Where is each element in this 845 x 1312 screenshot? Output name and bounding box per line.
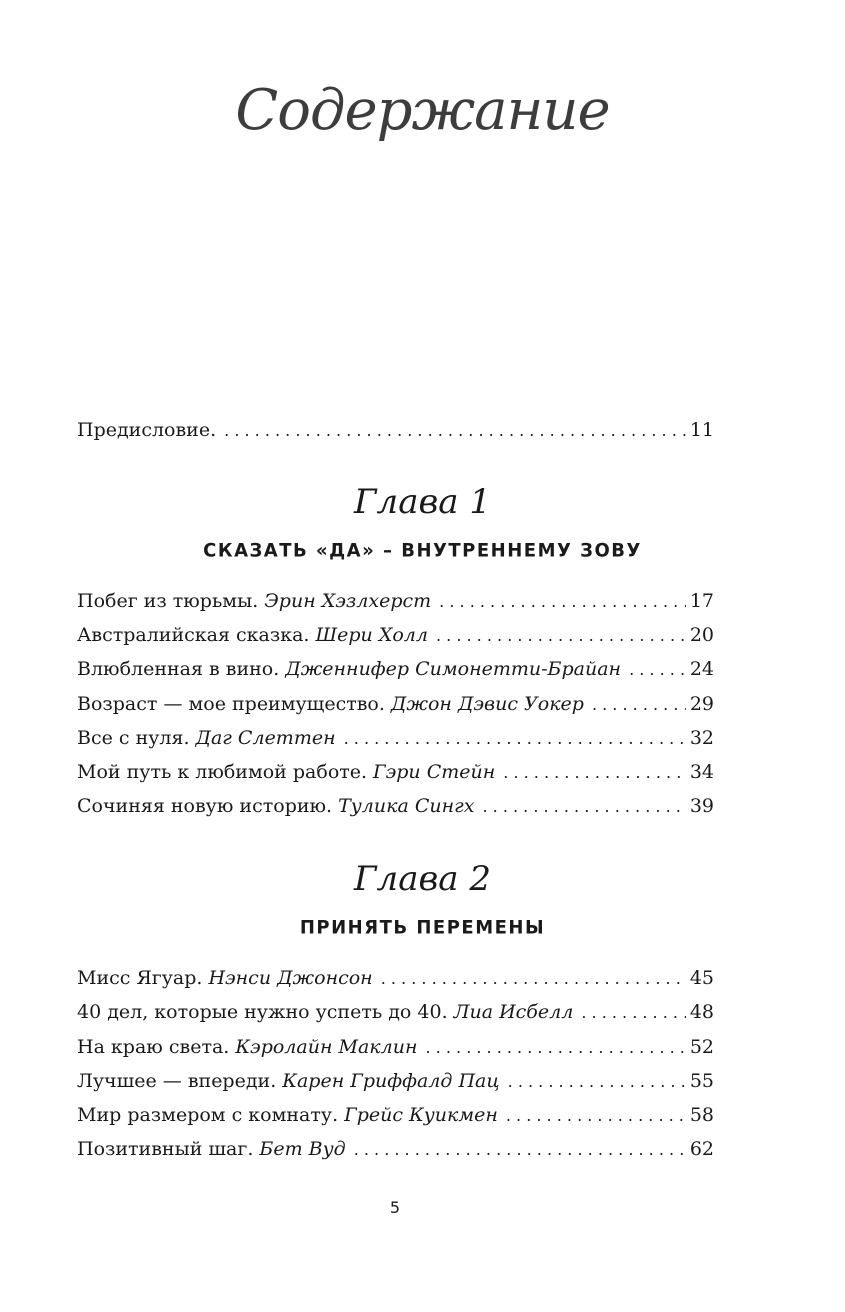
dot-leader [629,655,686,685]
toc-entry[interactable] [77,620,714,650]
dot-leader [224,416,686,446]
entry-page: 11 [689,419,714,441]
chapter-heading: Глава 1 [354,482,491,522]
dot-leader [354,1135,686,1165]
entry-title: Предисловие. [77,419,217,441]
entry-page: 29 [689,693,714,715]
dot-leader [482,792,685,822]
entry-page: 48 [689,1001,714,1023]
entry-page: 39 [689,795,714,817]
entry-author: Даг Слеттен [195,727,336,749]
dot-leader [592,690,686,720]
entry-title: На краю света. [77,1036,230,1058]
entry-title: Все с нуля. [77,727,190,749]
toc-entry[interactable] [77,963,714,993]
entry-title: Возраст — мое преимущество. [77,693,385,715]
entry-title: Лучшее — впереди. [77,1070,277,1092]
entry-page: 62 [689,1138,714,1160]
entry-author: Гэри Стейн [373,761,496,783]
entry-title: Побег из тюрьмы. [77,590,259,612]
entry-page: 45 [689,967,714,989]
entry-page: 52 [689,1036,714,1058]
toc-entry[interactable] [77,723,714,753]
entry-title: Мисс Ягуар. [77,967,203,989]
dot-leader [344,724,686,754]
entry-page: 34 [689,761,714,783]
entry-page: 24 [689,658,714,680]
toc-entry[interactable] [77,1134,714,1164]
page-title: Содержание [235,78,610,143]
entry-title: Позитивный шаг. [77,1138,254,1160]
toc-entry[interactable] [77,791,714,821]
dot-leader [426,1033,686,1063]
toc-entry[interactable] [77,689,714,719]
entry-author: Кэролайн Маклин [235,1036,418,1058]
dot-leader [436,621,686,651]
entry-page: 32 [689,727,714,749]
entry-page: 17 [689,590,714,612]
entry-author: Бет Вуд [259,1138,346,1160]
entry-title: Влюбленная в вино. [77,658,280,680]
entry-author: Лиа Исбелл [453,1001,574,1023]
toc-entry[interactable] [77,757,714,787]
dot-leader [581,998,685,1028]
entry-page: 55 [689,1070,714,1092]
entry-author: Джон Дэвис Уокер [390,693,584,715]
dot-leader [439,587,686,617]
page-number: 5 [389,1198,401,1217]
entry-page: 58 [689,1104,714,1126]
entry-author: Дженнифер Симонетти-Брайан [285,658,622,680]
entry-title: Мир размером с комнату. [77,1104,339,1126]
chapter-subtitle: СКАЗАТЬ «ДА» – ВНУТРЕННЕМУ ЗОВУ [203,539,642,562]
entry-author: Эрин Хэзлхерст [264,590,432,612]
entry-author: Грейс Куикмен [344,1104,498,1126]
toc-entry[interactable] [77,1100,714,1130]
toc-entry[interactable] [77,997,714,1027]
dot-leader [381,964,686,994]
entry-author: Тулика Сингх [338,795,475,817]
entry-title: 40 дел, которые нужно успеть до 40. [77,1001,448,1023]
entry-author: Нэнси Джонсон [208,967,373,989]
toc-entry-preface[interactable] [77,415,714,445]
entry-title: Австралийская сказка. [77,624,310,646]
chapter-subtitle: ПРИНЯТЬ ПЕРЕМЕНЫ [299,916,546,939]
entry-title: Мой путь к любимой работе. [77,761,368,783]
toc-entry[interactable] [77,1032,714,1062]
chapter-heading: Глава 2 [354,859,491,899]
entry-title: Сочиняя новую историю. [77,795,333,817]
toc-entry[interactable] [77,654,714,684]
dot-leader [506,1101,686,1131]
entry-author: Карен Гриффалд Пац [282,1070,500,1092]
toc-entry[interactable] [77,1066,714,1096]
entry-page: 20 [689,624,714,646]
toc-entry[interactable] [77,586,714,616]
entry-author: Шери Холл [315,624,428,646]
dot-leader [508,1067,686,1097]
dot-leader [503,758,686,788]
